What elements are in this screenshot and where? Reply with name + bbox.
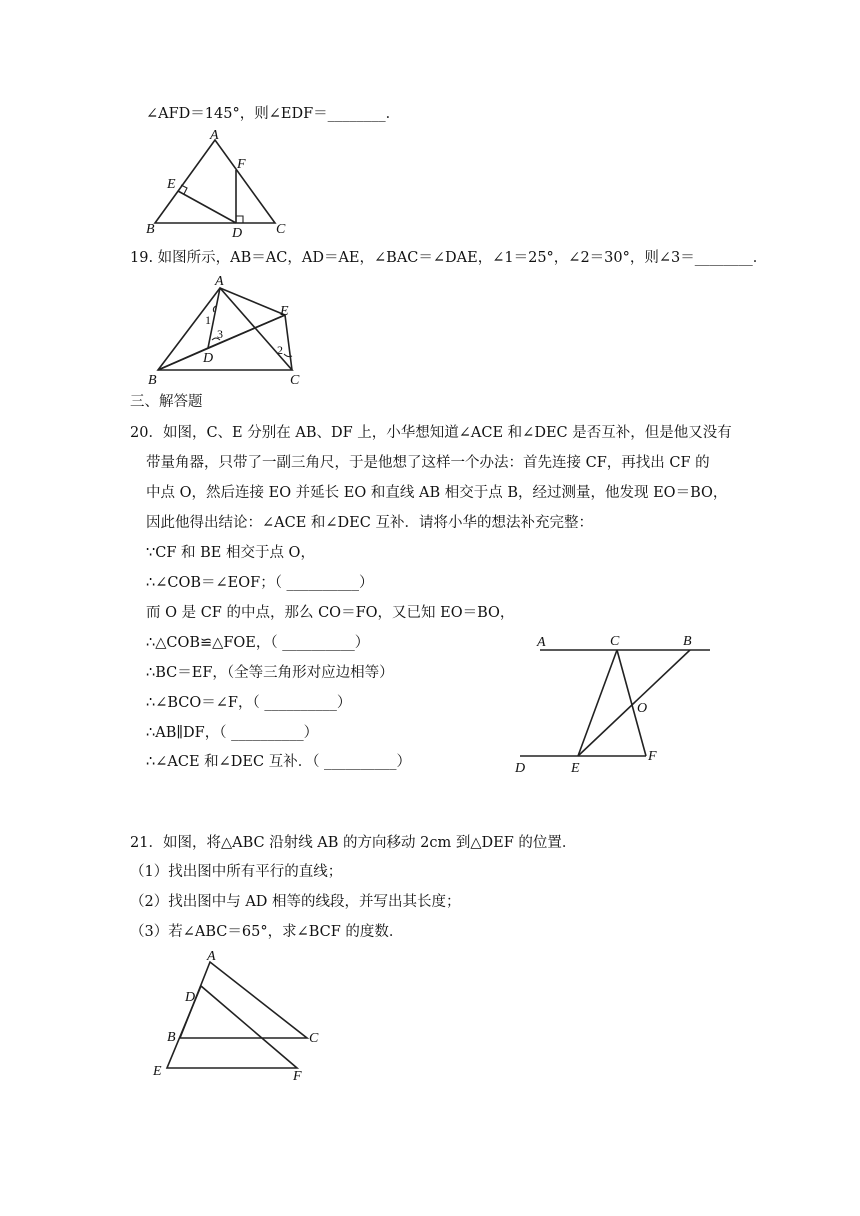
q20-line-7: 而 O 是 CF 的中点，那么 CO＝FO，又已知 EO＝BO， <box>146 605 515 621</box>
section-heading: 三、解答题 <box>130 394 203 410</box>
q19-label-a: A <box>215 274 224 289</box>
q20-line-11: ∴AB∥DF，（ __________） <box>146 725 319 741</box>
q20-line-1: 20．如图，C、E 分别在 AB、DF 上，小华想知道∠ACE 和∠DEC 是否互补，但是他又没有 <box>130 425 732 441</box>
q18-line: ∠AFD＝145°，则∠EDF＝________． <box>146 106 401 122</box>
q20-line-6: ∴∠COB＝∠EOF；（ __________） <box>146 575 374 591</box>
q21-line-2: （1）找出图中所有平行的直线； <box>130 864 343 880</box>
q21-line-4: （3）若∠ABC＝65°，求∠BCF 的度数． <box>130 924 404 940</box>
q18-label-f: F <box>237 157 246 172</box>
q18-seg-ed <box>178 191 236 223</box>
q19-label-2: 2 <box>277 343 283 357</box>
q19-seg-ae <box>220 288 285 315</box>
q20-label-b: B <box>683 634 692 649</box>
q20-label-a: A <box>537 635 546 650</box>
q21-label-d: D <box>185 990 196 1005</box>
q20-line-4: 因此他得出结论：∠ACE 和∠DEC 互补．请将小华的想法补充完整： <box>146 515 593 531</box>
q19-label-1: 1 <box>205 313 211 327</box>
q20-line-3: 中点 O，然后连接 EO 并延长 EO 和直线 AB 相交于点 B，经过测量，他发现 EO＝BO， <box>146 485 728 501</box>
q20-label-d: D <box>515 761 526 776</box>
q18-right-angle-d <box>236 216 243 223</box>
q19-seg-be <box>158 315 285 370</box>
q19-triangle-abc <box>158 288 292 370</box>
q21-figure <box>145 948 345 1088</box>
q19-label-3: 3 <box>217 327 223 341</box>
q18-label-a: A <box>210 128 219 143</box>
q21-label-f: F <box>293 1069 302 1084</box>
q20-label-f: F <box>648 749 657 764</box>
q21-label-c: C <box>309 1031 319 1046</box>
q21-label-e: E <box>153 1064 162 1079</box>
q21-triangle-abc <box>180 962 307 1038</box>
q18-label-b: B <box>146 222 155 237</box>
q20-line-10: ∴∠BCO＝∠F，（ __________） <box>146 695 352 711</box>
q18-label-d: D <box>232 226 243 240</box>
q18-label-e: E <box>167 177 176 192</box>
q21-line-3: （2）找出图中与 AD 相等的线段，并写出其长度； <box>130 894 461 910</box>
q20-seg-eb <box>578 650 690 756</box>
q19-label-e: E <box>280 304 289 319</box>
q20-figure <box>510 630 720 780</box>
q20-label-c: C <box>610 634 620 649</box>
q21-label-a: A <box>207 949 216 964</box>
q21-label-b: B <box>167 1030 176 1045</box>
q20-line-8: ∴△COB≌△FOE，（ __________） <box>146 635 370 651</box>
q20-label-e: E <box>571 761 580 776</box>
q18-label-c: C <box>276 222 286 237</box>
q18-figure <box>140 128 300 240</box>
q20-line-12: ∴∠ACE 和∠DEC 互补．（ __________） <box>146 754 412 770</box>
q20-seg-ce <box>578 650 617 756</box>
q20-line-9: ∴BC＝EF，（全等三角形对应边相等） <box>146 665 394 681</box>
q20-line-5: ∵CF 和 BE 相交于点 O， <box>146 545 315 561</box>
q20-line-2: 带量角器，只带了一副三角尺，于是他想了这样一个办法：首先连接 CF，再找出 CF 的 <box>146 455 710 471</box>
q19-label-b: B <box>148 373 157 388</box>
q19-label-c: C <box>290 373 300 388</box>
q19-figure <box>140 270 320 392</box>
q21-line-1: 21．如图，将△ABC 沿射线 AB 的方向移动 2cm 到△DEF 的位置． <box>130 835 577 851</box>
q19-line: 19. 如图所示，AB＝AC，AD＝AE，∠BAC＝∠DAE，∠1＝25°，∠2＝30°，则∠3＝________． <box>130 250 768 266</box>
q20-label-o: O <box>637 701 648 716</box>
q19-label-d: D <box>203 351 214 366</box>
